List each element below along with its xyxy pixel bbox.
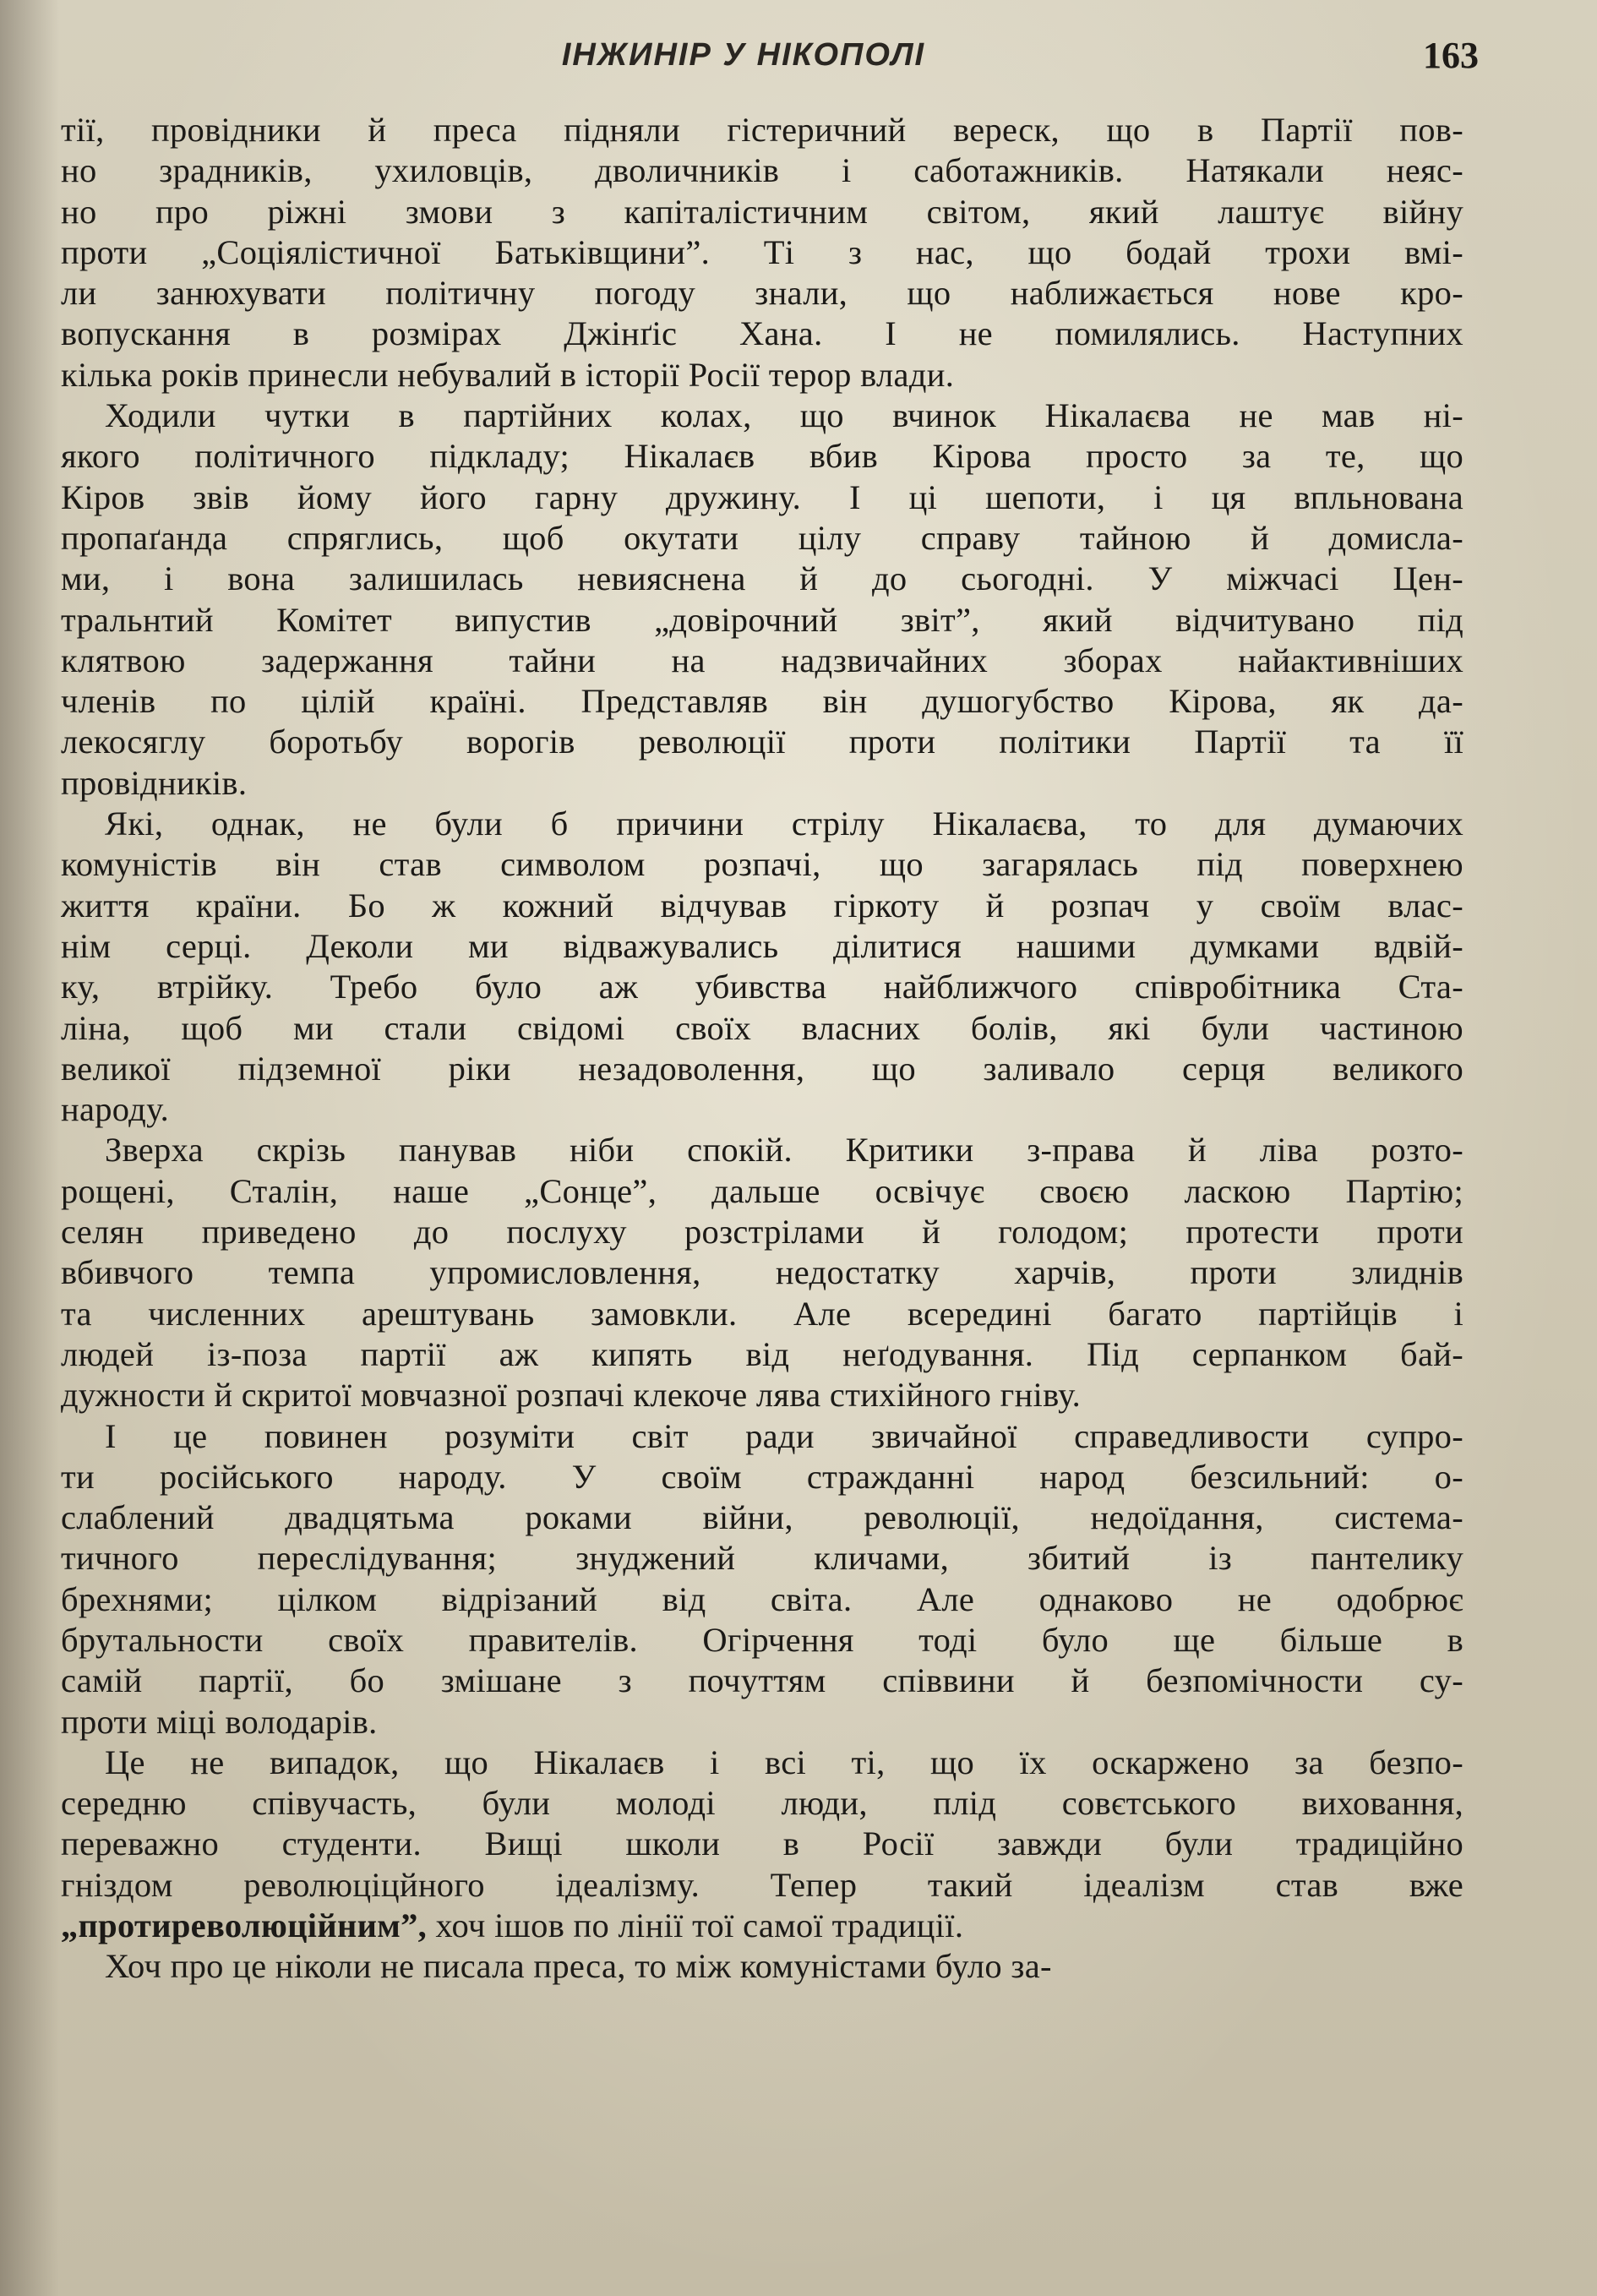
body-text: [61, 110, 1463, 1988]
text-line: ліна, щоб ми стали свідомі своїх власних болів, які були частиною: [61, 1008, 1463, 1047]
running-head: [0, 34, 1597, 93]
text-line: Кіров звів йому його гарну дружину. І ці шепоти, і ця впльнована: [61, 477, 1463, 516]
text-line: Зверха скрізь панував ніби спокій. Критики з-права й ліва розто-: [105, 1131, 1463, 1170]
text-line: Це не випадок, що Нікалаєв і всі ті, що їх оскаржено за безпо-: [105, 1742, 1463, 1781]
text-line: но про ріжні змови з капіталістичним світом, який лаштує війну: [61, 192, 1463, 231]
text-line: Ходили чутки в партійних колах, що вчинок Нікалаєва не мав ні-: [105, 396, 1463, 435]
text-line-with-bold: [61, 1906, 1463, 1946]
text-line: вопускання в розмірах Джінґіс Хана. І не помилялись. Наступних: [61, 314, 1463, 353]
binding-shadow: [0, 0, 59, 2296]
text-line: тральнтий Комітет випустив „довірочний звіт”, який відчитувано під: [61, 600, 1463, 639]
text-line: тії, провідники й преса підняли гістеричний вереск, що в Партії пов-: [61, 111, 1463, 149]
text-run: хоч ішов по лінії тої самої традиції.: [427, 1906, 964, 1945]
text-line: кілька років принесли небувалий в історії Росії терор влади.: [61, 355, 955, 394]
text-line: ти російського народу. У своїм стражданні народ безсильний: о-: [61, 1457, 1463, 1496]
text-line: рощені, Сталін, наше „Сонце”, дальше освічує своєю ласкою Партію;: [61, 1171, 1463, 1210]
text-line: ми, і вона залишилась невияснена й до сьогодні. У міжчасі Цен-: [61, 559, 1463, 598]
text-line: нім серці. Деколи ми відважувались ділитися нашими думками вдвій-: [61, 926, 1463, 965]
text-line: ли занюхувати політичну погоду знали, що наближається нове кро-: [61, 274, 1463, 313]
text-line: проти міці володарів.: [61, 1702, 378, 1741]
text-line: брутальности своїх правителів. Огірчення тоді було ще більше в: [61, 1620, 1463, 1659]
text-line: пропаґанда спряглись, щоб окутати цілу справу тайною й домисла-: [61, 518, 1463, 557]
text-line: середню співучасть, були молоді люди, плід совєтського виховання,: [61, 1784, 1463, 1823]
text-line: гніздом революціцйного ідеалізму. Тепер такий ідеалізм став вже: [61, 1865, 1463, 1904]
text-line: Хоч про це ніколи не писала преса, то між комуністами було за-: [105, 1947, 1052, 1986]
page-number: 163: [1423, 35, 1479, 76]
text-line: людей із-поза партії аж кипять від неґодування. Під серпанком бай-: [61, 1334, 1463, 1373]
text-line: селян приведено до послуху розстрілами й голодом; протести проти: [61, 1213, 1463, 1252]
text-line: тичного переслідування; знуджений кличами, збитий із пантелику: [61, 1539, 1463, 1578]
text-line: проти „Соціялістичної Батьківщини”. Ті з нас, що бодай трохи вмі-: [61, 232, 1463, 271]
text-line: якого політичного підкладу; Нікалаєв вбив Кірова просто за те, що: [61, 437, 1463, 476]
text-line: слаблений двадцятьма роками війни, революції, недоїдання, системa-: [61, 1498, 1463, 1537]
text-line: дужности й скритої мовчазної розпачі клекоче лява стихійного гніву.: [61, 1376, 1082, 1415]
text-line: народу.: [61, 1090, 170, 1129]
text-line: та численних арештувань замовкли. Але всередині багато партійців і: [61, 1294, 1463, 1333]
text-line: вбивчого темпа упромисловлення, недостатку харчів, проти злиднів: [61, 1253, 1463, 1292]
text-line: Які, однак, не були б причини стрілу Нікалаєва, то для думаючих: [105, 804, 1463, 843]
text-line: ку, втрійку. Требо було аж убивства найближчого співробітника Ста-: [61, 968, 1463, 1006]
text-line: переважно студенти. Вищі школи в Росії завжди були традиційно: [61, 1824, 1463, 1863]
text-line: клятвою задержання тайни на надзвичайних зборах найактивніших: [61, 641, 1463, 679]
text-line: великої підземної ріки незадоволення, що заливало серця великого: [61, 1049, 1463, 1088]
bold-phrase: „протиреволюційним”,: [61, 1906, 428, 1945]
text-line: лекосяглу боротьбу ворогів революції проти політики Партії та її: [61, 723, 1463, 761]
text-line: самій партії, бо змішане з почуттям співвини й безпомічности су-: [61, 1661, 1463, 1700]
text-line: членів по цілій країні. Представляв він душогубство Кірова, як да-: [61, 682, 1463, 721]
text-line: комуністів він став символом розпачі, що загарялась під поверхнею: [61, 845, 1463, 884]
text-line: провідників.: [61, 763, 248, 802]
text-line: І це повинен розуміти світ ради звичайної справедливости супро-: [105, 1416, 1463, 1455]
text-line: брехнями; цілком відрізаний від світа. Але однаково не одобрює: [61, 1579, 1463, 1618]
text-line: но зрадників, ухиловців, дволичників і саботажників. Натякали неяс-: [61, 151, 1463, 190]
running-title: ІНЖИНІР У НІКОПОЛІ: [561, 37, 926, 73]
text-line: життя країни. Бо ж кожний відчував гіркоту й розпач у своїм влас-: [61, 886, 1463, 924]
